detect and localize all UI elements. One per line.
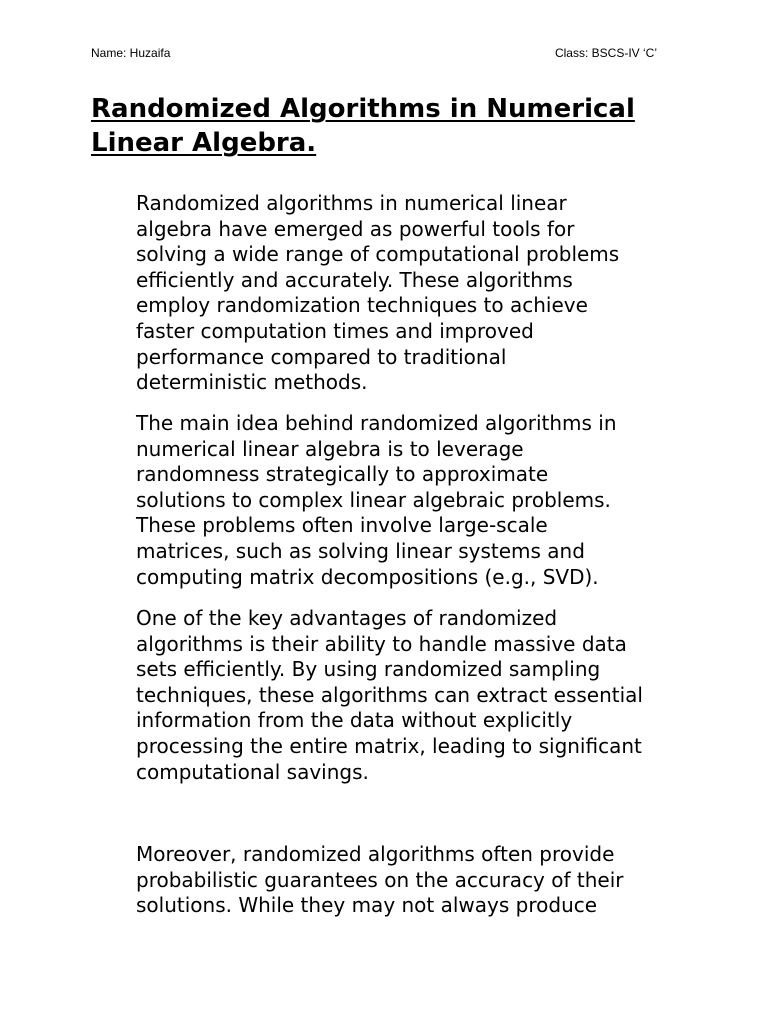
title-line: Linear Algebra. <box>91 128 317 158</box>
paragraph-line: information from the data without explicitly <box>136 708 573 733</box>
paragraph-intro <box>136 191 696 396</box>
paragraph-line: computational savings. <box>136 759 369 784</box>
paragraph-line: numerical linear algebra is to leverage <box>136 436 524 461</box>
paragraph-line: computing matrix decompositions (e.g., SVD). <box>136 564 599 589</box>
paragraph-line: solutions. While they may not always produce <box>136 893 598 918</box>
paragraph-line: probabilistic guarantees on the accuracy of their <box>136 867 624 892</box>
document-title <box>91 92 731 160</box>
paragraph-line: Randomized algorithms in numerical linear <box>136 191 567 215</box>
title-line: Randomized Algorithms in Numerical <box>91 94 635 124</box>
paragraph-line: The main idea behind randomized algorithms in <box>136 411 617 435</box>
paragraph-line: Moreover, randomized algorithms often provide <box>136 842 615 866</box>
paragraph-line: randomness strategically to approximate <box>136 462 549 487</box>
paragraph-line: techniques, these algorithms can extract essential <box>136 682 643 707</box>
paragraph-line: performance compared to traditional <box>136 344 507 369</box>
paragraph-line: algebra have emerged as powerful tools for <box>136 216 575 241</box>
header-class-info: Class: BSCS-IV ‘C’ <box>554 46 657 60</box>
paragraph-line: algorithms is their ability to handle massive data <box>136 631 627 656</box>
paragraph-line: solutions to complex linear algebraic problems. <box>136 487 611 512</box>
paragraph-advantages <box>136 606 696 785</box>
paragraph-line: One of the key advantages of randomized <box>136 606 558 630</box>
paragraph-line: sets efficiently. By using randomized sampling <box>136 657 601 682</box>
paragraph-main-idea <box>136 411 696 590</box>
paragraph-line: processing the entire matrix, leading to significant <box>136 733 642 758</box>
paragraph-line: matrices, such as solving linear systems and <box>136 538 585 563</box>
paragraph-line: faster computation times and improved <box>136 318 534 343</box>
paragraph-line: deterministic methods. <box>136 370 368 395</box>
paragraph-guarantees <box>136 842 696 919</box>
paragraph-line: solving a wide range of computational problems <box>136 242 620 267</box>
paragraph-line: efficiently and accurately. These algorithms <box>136 267 573 292</box>
header-student-name: Name: Huzaifa <box>91 46 171 60</box>
paragraph-line: employ randomization techniques to achieve <box>136 293 588 318</box>
paragraph-line: These problems often involve large-scale <box>136 513 548 538</box>
